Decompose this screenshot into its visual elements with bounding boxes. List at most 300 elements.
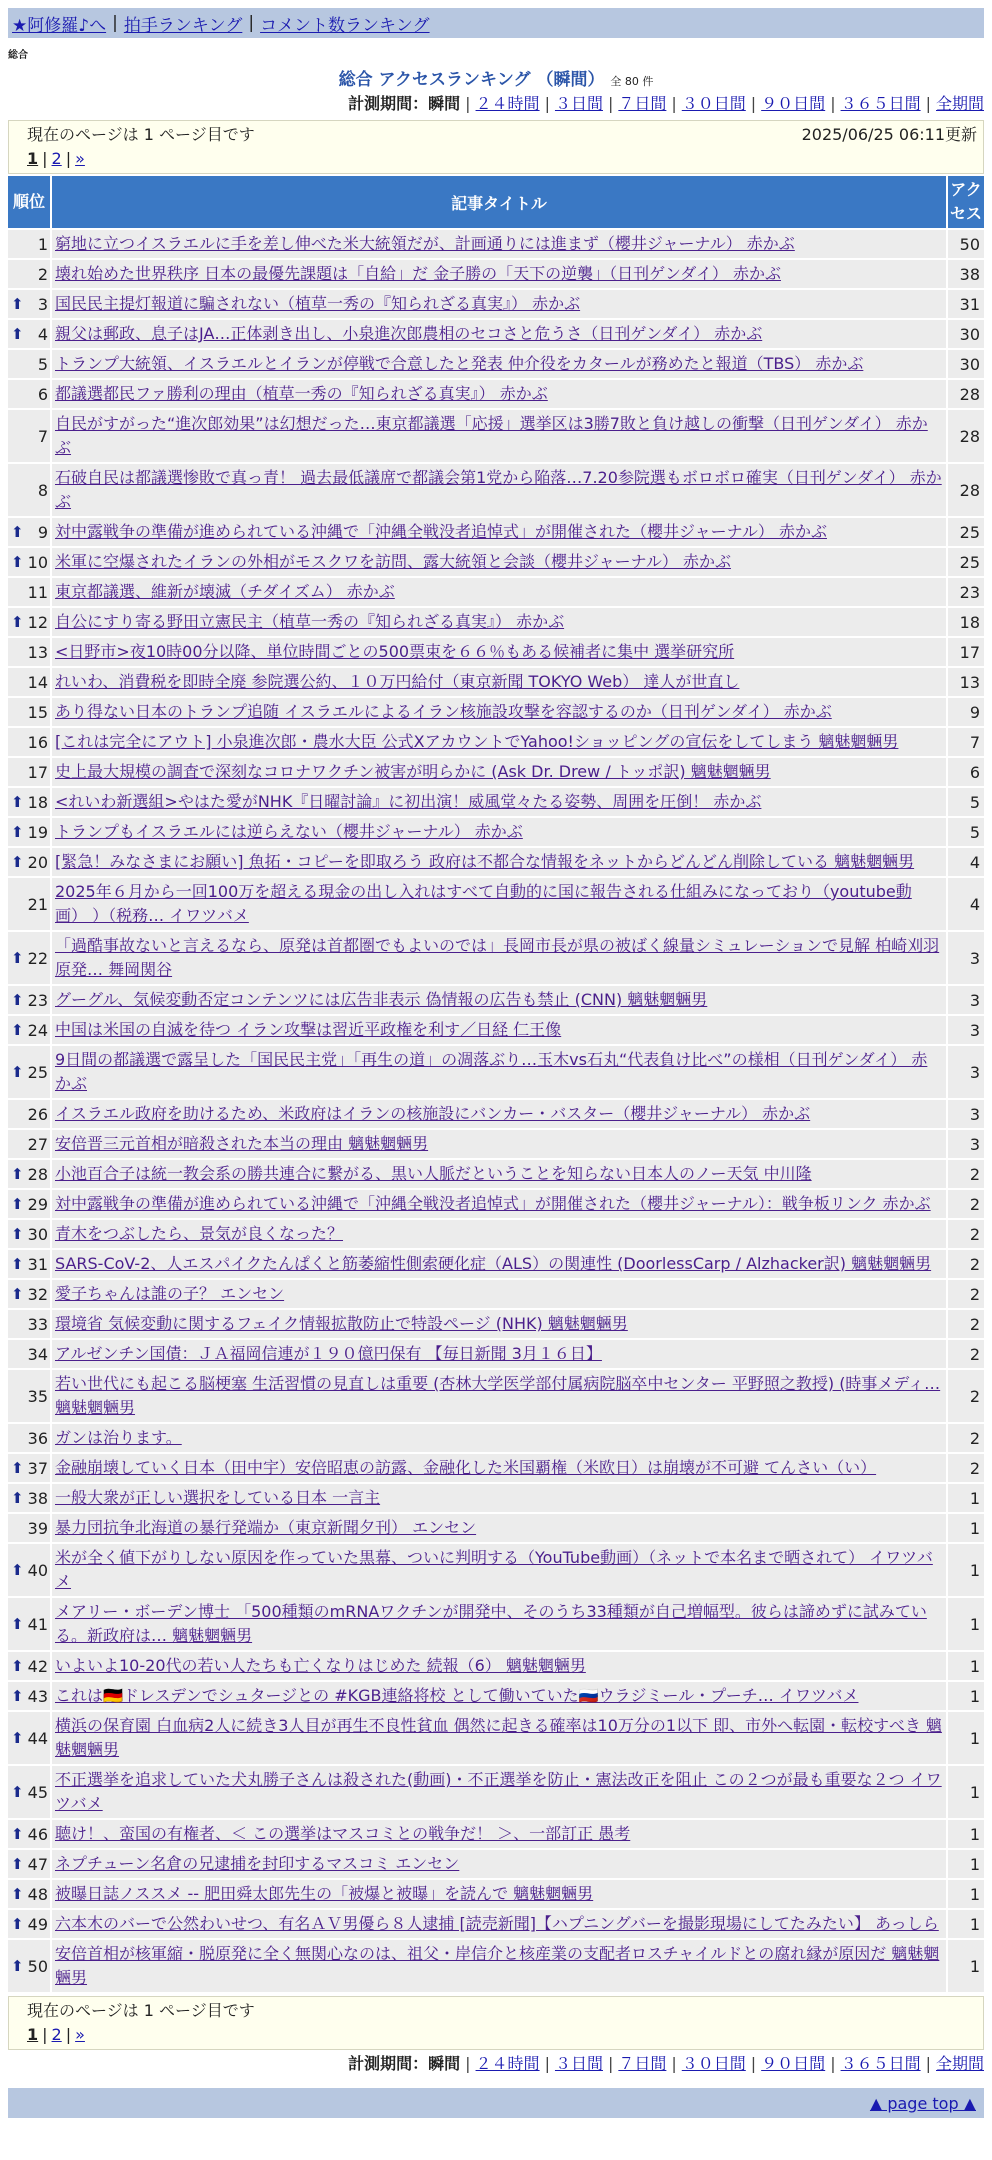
- article-link[interactable]: 環境省 気候変動に関するフェイク情報拡散防止で特設ページ (NHK) 魑魅魍魎男: [55, 1314, 628, 1333]
- period-current: 瞬間: [428, 94, 461, 113]
- title-cell: [52, 638, 946, 666]
- access-count: 2: [948, 1280, 984, 1308]
- access-count: 1: [948, 1484, 984, 1512]
- site-home-link[interactable]: ★阿修羅♪へ: [12, 15, 107, 36]
- rank-number: 31: [27, 1254, 48, 1274]
- article-link[interactable]: 横浜の保育園 白血病2人に続き3人目が再生不良性貧血 偶然に起きる確率は10万分の1以下 即、市外へ転園・転校すべき 魑魅魍魎男: [55, 1716, 942, 1759]
- article-link[interactable]: 対中露戦争の準備が進められている沖縄で「沖縄全戦没者追悼式」が開催された（櫻井ジャーナル） 赤かぶ: [55, 522, 827, 541]
- rank-cell: [8, 728, 50, 756]
- access-count: 1: [948, 1652, 984, 1680]
- page-links: [9, 147, 983, 171]
- rank-cell: [8, 986, 50, 1014]
- table-row: [8, 1682, 984, 1710]
- table-row: [8, 1130, 984, 1158]
- rank-cell: [8, 1484, 50, 1512]
- rank-cell: [8, 464, 50, 516]
- rank-number: 38: [27, 1488, 48, 1508]
- table-row: [8, 1310, 984, 1338]
- article-link[interactable]: 親父は郵政、息子はJA…正体剥き出し、小泉進次郎農相のセコさと危うさ（日刊ゲンダイ） 赤かぶ: [55, 324, 763, 343]
- rank-number: 22: [27, 948, 48, 968]
- article-link[interactable]: [緊急！みなさまにお願い] 魚拓・コピーを即取ろう 政府は不都合な情報をネットからどんどん削除している 魑魅魍魎男: [55, 852, 915, 871]
- up-arrow-icon: ⬆: [11, 1915, 24, 1933]
- period-link[interactable]: ３日間: [554, 94, 603, 113]
- period-separator: |: [830, 94, 836, 113]
- access-count: 2: [948, 1250, 984, 1278]
- table-row: [8, 548, 984, 576]
- article-link[interactable]: イスラエル政府を助けるため、米政府はイランの核施設にバンカー・バスター（櫻井ジャーナル） 赤かぶ: [55, 1104, 811, 1123]
- rank-cell: [8, 1160, 50, 1188]
- table-row: [8, 1712, 984, 1764]
- up-arrow-icon: ⬆: [11, 523, 24, 541]
- rank-cell: [8, 638, 50, 666]
- rank-cell: [8, 1100, 50, 1128]
- article-link[interactable]: 米軍に空爆されたイランの外相がモスクワを訪問、露大統領と会談（櫻井ジャーナル） 赤かぶ: [55, 552, 731, 571]
- title-cell: [52, 548, 946, 576]
- rank-cell: [8, 1820, 50, 1848]
- article-link[interactable]: 「過酷事故ないと言えるなら、原発は首都圏でもよいのでは」長岡市長が県の被ばく線量シミュレーションで見解 柏崎刈羽原発… 舞岡関谷: [55, 936, 940, 979]
- title-cell: [52, 878, 946, 930]
- title-cell: [52, 290, 946, 318]
- article-link[interactable]: 米が全く値下がりしない原因を作っていた黒幕、ついに判明する（YouTube動画）（ネットで本名まで晒されて） イワツバメ: [55, 1548, 933, 1591]
- rank-cell: [8, 668, 50, 696]
- access-count: 38: [948, 260, 984, 288]
- access-count: 2: [948, 1190, 984, 1218]
- table-row: [8, 1766, 984, 1818]
- title-cell: [52, 1130, 946, 1158]
- access-count: 17: [948, 638, 984, 666]
- access-count: 18: [948, 608, 984, 636]
- rank-number: 6: [37, 384, 48, 404]
- period-separator: |: [750, 94, 757, 113]
- table-row: [8, 1370, 984, 1422]
- rank-number: 45: [27, 1782, 48, 1802]
- title-cell: [52, 1280, 946, 1308]
- period-link[interactable]: ３０日間: [681, 2054, 746, 2073]
- access-count: 2: [948, 1454, 984, 1482]
- article-link[interactable]: 愛子ちゃんは誰の子？ エンセン: [55, 1284, 285, 1303]
- up-arrow-icon: ⬆: [11, 325, 24, 343]
- page-separator: |: [65, 2025, 72, 2044]
- access-count: 2: [948, 1424, 984, 1452]
- access-count: 3: [948, 1046, 984, 1098]
- title-cell: [52, 848, 946, 876]
- page-link[interactable]: »: [75, 2025, 85, 2044]
- rank-number: 49: [27, 1914, 48, 1934]
- table-row: [8, 848, 984, 876]
- rank-number: 8: [37, 480, 48, 500]
- period-separator: |: [925, 94, 931, 113]
- table-row: [8, 608, 984, 636]
- rank-number: 46: [27, 1824, 48, 1844]
- rank-number: 15: [27, 702, 48, 722]
- table-row: [8, 464, 984, 516]
- period-separator: |: [465, 94, 471, 113]
- period-separator: |: [750, 2054, 757, 2073]
- article-link[interactable]: 石破自民は都議選惨敗で真っ青！ 過去最低議席で都議会第1党から陥落…7.20参院選もボロボロ確実（日刊ゲンダイ） 赤かぶ: [55, 468, 942, 511]
- article-link[interactable]: 都議選都民ファ勝利の理由（植草一秀の『知られざる真実』） 赤かぶ: [55, 384, 548, 403]
- table-row: [8, 1910, 984, 1938]
- access-count: 28: [948, 410, 984, 462]
- rank-cell: [8, 1766, 50, 1818]
- rank-number: 32: [27, 1284, 48, 1304]
- rank-cell: [8, 1424, 50, 1452]
- rank-cell: [8, 1250, 50, 1278]
- rank-number: 19: [27, 822, 48, 842]
- period-selector-top: [8, 90, 984, 118]
- page-title: [0, 65, 992, 90]
- title-cell: [52, 1190, 946, 1218]
- article-link[interactable]: 史上最大規模の調査で深刻なコロナワクチン被害が明らかに (Ask Dr. Drew / トッポ訳) 魑魅魍魎男: [55, 762, 771, 781]
- rank-cell: [8, 230, 50, 258]
- period-separator: |: [544, 2054, 550, 2073]
- rank-cell: [8, 788, 50, 816]
- title-cell: [52, 698, 946, 726]
- period-link[interactable]: ２４時間: [475, 2054, 540, 2073]
- rank-number: 3: [37, 294, 48, 314]
- item-count: 全 80 件: [610, 75, 654, 88]
- title-cell: [52, 1310, 946, 1338]
- ranking-table: [6, 174, 986, 1994]
- rank-number: 2: [37, 264, 48, 284]
- up-arrow-icon: ⬆: [11, 295, 24, 313]
- article-link[interactable]: 2025年６月から一回100万を超える現金の出し入れはすべて自動的に国に報告される仕組みになっており（youtube動画） ）（税務… イワツバメ: [55, 882, 912, 925]
- title-cell: [52, 1820, 946, 1848]
- article-link[interactable]: トランプもイスラエルには逆らえない（櫻井ジャーナル） 赤かぶ: [55, 822, 523, 841]
- rank-number: 20: [27, 852, 48, 872]
- title-cell: [52, 932, 946, 984]
- table-row: [8, 1250, 984, 1278]
- article-link[interactable]: 小池百合子は統一教会系の勝共連合に繋がる、黒い人脈だということを知らない日本人のノー天気 中川隆: [55, 1164, 812, 1183]
- title-cell: [52, 260, 946, 288]
- title-cell: [52, 230, 946, 258]
- period-separator: |: [544, 94, 550, 113]
- period-separator: |: [465, 2054, 471, 2073]
- table-row: [8, 1652, 984, 1680]
- rank-cell: [8, 320, 50, 348]
- article-link[interactable]: ガンは治ります。: [55, 1428, 182, 1447]
- table-row: [8, 320, 984, 348]
- period-link[interactable]: ３６５日間: [840, 2054, 921, 2073]
- title-cell: [52, 1850, 946, 1878]
- clap-ranking-link[interactable]: 拍手ランキング: [123, 15, 243, 36]
- rank-cell: [8, 1544, 50, 1596]
- up-arrow-icon: ⬆: [11, 1885, 24, 1903]
- access-count: 1: [948, 1712, 984, 1764]
- table-row: [8, 728, 984, 756]
- access-count: 25: [948, 548, 984, 576]
- access-count: 2: [948, 1160, 984, 1188]
- rank-cell: [8, 1598, 50, 1650]
- page-link[interactable]: 2: [51, 2025, 62, 2044]
- article-link[interactable]: 国民民主提灯報道に騙されない（植草一秀の『知られざる真実』） 赤かぶ: [55, 294, 581, 313]
- access-count: 2: [948, 1310, 984, 1338]
- rank-number: 10: [27, 552, 48, 572]
- rank-number: 4: [37, 324, 48, 344]
- table-row: [8, 290, 984, 318]
- table-row: [8, 260, 984, 288]
- article-link[interactable]: <日野市>夜10時00分以降、単位時間ごとの500票束を６６％もある候補者に集中 選挙研究所: [55, 642, 735, 661]
- article-link[interactable]: これは🇩🇪ドレスデンでシュタージとの #KGB連絡将校 として働いていた🇷🇺ウラジミール・プーチ… イワツバメ: [55, 1686, 859, 1705]
- page-top-link[interactable]: ▲ page top ▲: [869, 2093, 976, 2113]
- period-link[interactable]: ３０日間: [681, 94, 746, 113]
- title-cell: [52, 788, 946, 816]
- article-link[interactable]: ネプチューン名倉の兄逮捕を封印するマスコミ エンセン: [55, 1854, 460, 1873]
- rank-number: 13: [27, 642, 48, 662]
- page-links: [9, 2023, 983, 2047]
- article-link[interactable]: 金融崩壊していく日本（田中宇）安倍昭恵の訪露、金融化した米国覇権（米欧日）は崩壊が不可避 てんさい（い）: [55, 1458, 877, 1477]
- rank-cell: [8, 1850, 50, 1878]
- article-link[interactable]: 自公にすり寄る野田立憲民主（植草一秀の『知られざる真実』） 赤かぶ: [55, 612, 565, 631]
- rank-number: 43: [27, 1686, 48, 1706]
- access-count: 1: [948, 1682, 984, 1710]
- access-count: 1: [948, 1850, 984, 1878]
- article-link[interactable]: グーグル、気候変動否定コンテンツには広告非表示 偽情報の広告も禁止 (CNN) 魑魅魍魎男: [55, 990, 708, 1009]
- title-cell: [52, 1454, 946, 1482]
- access-count: 30: [948, 350, 984, 378]
- rank-number: 41: [27, 1614, 48, 1634]
- article-link[interactable]: 六本木のバーで公然わいせつ、有名ＡＶ男優ら８人逮捕 [読売新聞]【ハプニングバーを撮影現場にしてたみたい】 あっしら: [55, 1914, 939, 1933]
- rank-cell: [8, 1280, 50, 1308]
- period-separator: |: [925, 2054, 931, 2073]
- article-link[interactable]: 東京都議選、維新が壊滅（チダイズム） 赤かぶ: [55, 582, 395, 601]
- access-count: 23: [948, 578, 984, 606]
- access-count: 1: [948, 1544, 984, 1596]
- title-cell: [52, 668, 946, 696]
- article-link[interactable]: 被曝日誌ノススメ -- 肥田舜太郎先生の「被爆と被曝」を読んで 魑魅魍魎男: [55, 1884, 594, 1903]
- rank-cell: [8, 410, 50, 462]
- up-arrow-icon: ⬆: [11, 1063, 24, 1081]
- up-arrow-icon: ⬆: [11, 1195, 24, 1213]
- page-separator: |: [42, 149, 48, 168]
- access-count: 1: [948, 1598, 984, 1650]
- rank-cell: [8, 608, 50, 636]
- access-count: 6: [948, 758, 984, 786]
- article-link[interactable]: 若い世代にも起こる脳梗塞 生活習慣の見直しは重要 (杏林大学医学部付属病院脳卒中センター 平野照之教授) (時事メディ… 魑魅魍魎男: [55, 1374, 941, 1417]
- period-link[interactable]: ３日間: [554, 2054, 603, 2073]
- table-row: [8, 1220, 984, 1248]
- article-link[interactable]: [これは完全にアウト] 小泉進次郎・農水大臣 公式XアカウントでYahoo!ショッピングの宣伝をしてしまう 魑魅魍魎男: [55, 732, 899, 751]
- rank-cell: [8, 1652, 50, 1680]
- table-row: [8, 788, 984, 816]
- title-cell: [52, 1340, 946, 1368]
- table-row: [8, 1544, 984, 1596]
- rank-cell: [8, 518, 50, 546]
- rank-cell: [8, 1682, 50, 1710]
- rank-cell: [8, 548, 50, 576]
- article-link[interactable]: 暴力団抗争北海道の暴行発端か（東京新聞夕刊） エンセン: [55, 1518, 477, 1537]
- page-link[interactable]: »: [75, 149, 85, 168]
- table-row: [8, 1340, 984, 1368]
- access-count: 13: [948, 668, 984, 696]
- rank-number: 18: [27, 792, 48, 812]
- up-arrow-icon: ⬆: [11, 1825, 24, 1843]
- rank-cell: [8, 932, 50, 984]
- ranking-title: 総合 アクセスランキング （瞬間）: [338, 70, 605, 90]
- period-link[interactable]: ３６５日間: [840, 94, 921, 113]
- article-link[interactable]: 9日間の都議選で露呈した「国民民主党」「再生の道」の凋落ぶり…玉木vs石丸“代表負け比べ”の様相（日刊ゲンダイ） 赤かぶ: [55, 1050, 928, 1093]
- rank-cell: [8, 698, 50, 726]
- access-count: 5: [948, 818, 984, 846]
- article-link[interactable]: 聴け！、蛮国の有権者、＜ この選挙はマスコミとの戦争だ！ ＞、一部訂正 愚考: [55, 1824, 631, 1843]
- page-separator: |: [42, 2025, 48, 2044]
- up-arrow-icon: ⬆: [11, 1561, 24, 1579]
- rank-cell: [8, 290, 50, 318]
- rank-number: 35: [27, 1386, 48, 1406]
- rank-cell: [8, 350, 50, 378]
- article-link[interactable]: SARS-CoV-2、人エスパイクたんぱくと筋萎縮性側索硬化症（ALS）の関連性 (DoorlessCarp / Alzhacker訳) 魑魅魍魎男: [55, 1254, 932, 1273]
- rank-cell: [8, 818, 50, 846]
- rank-cell: [8, 1340, 50, 1368]
- table-row: [8, 878, 984, 930]
- up-arrow-icon: ⬆: [11, 1285, 24, 1303]
- table-row: [8, 1424, 984, 1452]
- rank-number: 40: [27, 1560, 48, 1580]
- up-arrow-icon: ⬆: [11, 991, 24, 1009]
- rank-cell: [8, 1016, 50, 1044]
- top-nav-bar: [8, 8, 984, 38]
- title-cell: [52, 1220, 946, 1248]
- article-link[interactable]: れいわ、消費税を即時全廃 参院選公約、１０万円給付（東京新聞 TOKYO Web） 達人が世直し: [55, 672, 740, 691]
- rank-number: 24: [27, 1020, 48, 1040]
- up-arrow-icon: ⬆: [11, 1165, 24, 1183]
- article-link[interactable]: トランプ大統領、イスラエルとイランが停戦で合意したと発表 仲介役をカタールが務めたと報道（TBS） 赤かぶ: [55, 354, 864, 373]
- rank-number: 16: [27, 732, 48, 752]
- rank-cell: [8, 1454, 50, 1482]
- access-count: 3: [948, 1130, 984, 1158]
- article-link[interactable]: 一般大衆が正しい選択をしている日本 一言主: [55, 1488, 381, 1507]
- access-count: 3: [948, 986, 984, 1014]
- title-header: 記事タイトル: [52, 176, 946, 228]
- rank-number: 28: [27, 1164, 48, 1184]
- title-cell: [52, 1652, 946, 1680]
- rank-number: 30: [27, 1224, 48, 1244]
- up-arrow-icon: ⬆: [11, 823, 24, 841]
- up-arrow-icon: ⬆: [11, 1615, 24, 1633]
- table-row: [8, 578, 984, 606]
- table-row: [8, 1514, 984, 1542]
- title-cell: [52, 1940, 946, 1992]
- period-link[interactable]: ９０日間: [761, 2054, 826, 2073]
- rank-number: 23: [27, 990, 48, 1010]
- rank-number: 11: [27, 582, 48, 602]
- table-row: [8, 230, 984, 258]
- rank-cell: [8, 1514, 50, 1542]
- rank-number: 27: [27, 1134, 48, 1154]
- article-link[interactable]: 窮地に立つイスラエルに手を差し伸べた米大統領だが、計画通りには進まず（櫻井ジャーナル） 赤かぶ: [55, 234, 795, 253]
- pager-bottom: [8, 1996, 984, 2050]
- rank-number: 48: [27, 1884, 48, 1904]
- article-link[interactable]: アルゼンチン国債：ＪＡ福岡信連が１９０億円保有 【毎日新聞 3月１６日】: [55, 1344, 602, 1363]
- title-cell: [52, 1910, 946, 1938]
- period-link[interactable]: ２４時間: [475, 94, 540, 113]
- rank-cell: [8, 758, 50, 786]
- rank-number: 42: [27, 1656, 48, 1676]
- title-cell: [52, 1514, 946, 1542]
- access-count: 5: [948, 788, 984, 816]
- access-count: 2: [948, 1370, 984, 1422]
- period-link[interactable]: ７日間: [618, 2054, 667, 2073]
- current-page-number: 1: [27, 2025, 39, 2044]
- rank-cell: [8, 1940, 50, 1992]
- article-link[interactable]: 中国は米国の自滅を待つ イラン攻撃は習近平政権を利す／日経 仁王像: [55, 1020, 562, 1039]
- rank-cell: [8, 878, 50, 930]
- table-row: [8, 698, 984, 726]
- table-row: [8, 1598, 984, 1650]
- article-link[interactable]: 青木をつぶしたら、景気が良くなった？: [55, 1224, 344, 1243]
- article-link[interactable]: 対中露戦争の準備が進められている沖縄で「沖縄全戦没者追悼式」が開催された（櫻井ジャーナル）：戦争板リンク 赤かぶ: [55, 1194, 931, 1213]
- period-link[interactable]: 全期間: [935, 94, 984, 113]
- title-cell: [52, 1370, 946, 1422]
- title-cell: [52, 1100, 946, 1128]
- rank-cell: [8, 260, 50, 288]
- rank-number: 7: [37, 426, 48, 446]
- article-link[interactable]: 自民がすがった“進次郎効果”は幻想だった…東京都議選「応援」選挙区は3勝7敗と負け越しの衝撃（日刊ゲンダイ） 赤かぶ: [55, 414, 928, 457]
- current-page-text: 現在のページは 1 ページ目です: [27, 125, 255, 144]
- up-arrow-icon: ⬆: [11, 1657, 24, 1675]
- article-link[interactable]: 壊れ始めた世界秩序 日本の最優先課題は「自給」だ 金子勝の「天下の逆襲」（日刊ゲンダイ） 赤かぶ: [55, 264, 781, 283]
- rank-number: 33: [27, 1314, 48, 1334]
- article-link[interactable]: 安倍首相が核軍縮・脱原発に全く無関心なのは、祖父・岸信介と核産業の支配者ロスチャイルドとの腐れ縁が原因だ 魑魅魍魎男: [55, 1944, 940, 1987]
- up-arrow-icon: ⬆: [11, 613, 24, 631]
- up-arrow-icon: ⬆: [11, 949, 24, 967]
- title-cell: [52, 1424, 946, 1452]
- rank-number: 25: [27, 1062, 48, 1082]
- article-link[interactable]: いよいよ10-20代の若い人たちも亡くなりはじめた 続報（6） 魑魅魍魎男: [55, 1656, 586, 1675]
- up-arrow-icon: ⬆: [11, 1225, 24, 1243]
- page-separator: |: [65, 149, 72, 168]
- access-count: 1: [948, 1880, 984, 1908]
- access-count: 3: [948, 1016, 984, 1044]
- article-link[interactable]: <れいわ新選組>やはた愛がNHK『日曜討論』に初出演！威風堂々たる姿勢、周囲を圧倒！ 赤かぶ: [55, 792, 762, 811]
- rank-cell: [8, 1712, 50, 1764]
- title-cell: [52, 1016, 946, 1044]
- period-link[interactable]: ７日間: [618, 94, 667, 113]
- table-row: [8, 758, 984, 786]
- comment-ranking-link[interactable]: コメント数ランキング: [260, 15, 430, 36]
- title-cell: [52, 818, 946, 846]
- page-link[interactable]: 2: [51, 149, 62, 168]
- article-link[interactable]: 安倍晋三元首相が暗殺された本当の理由 魑魅魍魎男: [55, 1134, 429, 1153]
- period-separator: |: [607, 94, 614, 113]
- period-separator: |: [671, 94, 677, 113]
- access-count: 4: [948, 848, 984, 876]
- period-separator: |: [830, 2054, 836, 2073]
- title-cell: [52, 518, 946, 546]
- title-cell: [52, 1484, 946, 1512]
- period-label: 計測期間：: [348, 2054, 429, 2073]
- current-page-text: 現在のページは 1 ページ目です: [27, 2001, 255, 2020]
- table-row: [8, 380, 984, 408]
- article-link[interactable]: あり得ない日本のトランプ追随 イスラエルによるイラン核施設攻撃を容認するのか（日刊ゲンダイ） 赤かぶ: [55, 702, 832, 721]
- table-row: [8, 1820, 984, 1848]
- period-link[interactable]: 全期間: [935, 2054, 984, 2073]
- period-link[interactable]: ９０日間: [761, 94, 826, 113]
- title-cell: [52, 1766, 946, 1818]
- rank-number: 50: [27, 1956, 48, 1976]
- nav-separator: |: [112, 13, 118, 33]
- nav-separator: |: [248, 13, 255, 33]
- article-link[interactable]: メアリー・ボーデン博士 「500種類のmRNAワクチンが開発中、そのうち33種類が自己増幅型。彼らは諦めずに試みている。新政府は… 魑魅魍魎男: [55, 1602, 927, 1645]
- table-row: [8, 638, 984, 666]
- period-selector-bottom: [8, 2050, 984, 2078]
- period-label: 計測期間：: [348, 94, 429, 113]
- table-row: [8, 1850, 984, 1878]
- article-link[interactable]: 不正選挙を追求していた犬丸勝子さんは殺された(動画)・不正選挙を防止・憲法改正を阻止 この２つが最も重要な２つ イワツバメ: [55, 1770, 942, 1813]
- title-cell: [52, 410, 946, 462]
- access-count: 3: [948, 1100, 984, 1128]
- rank-cell: [8, 1220, 50, 1248]
- rank-cell: [8, 1880, 50, 1908]
